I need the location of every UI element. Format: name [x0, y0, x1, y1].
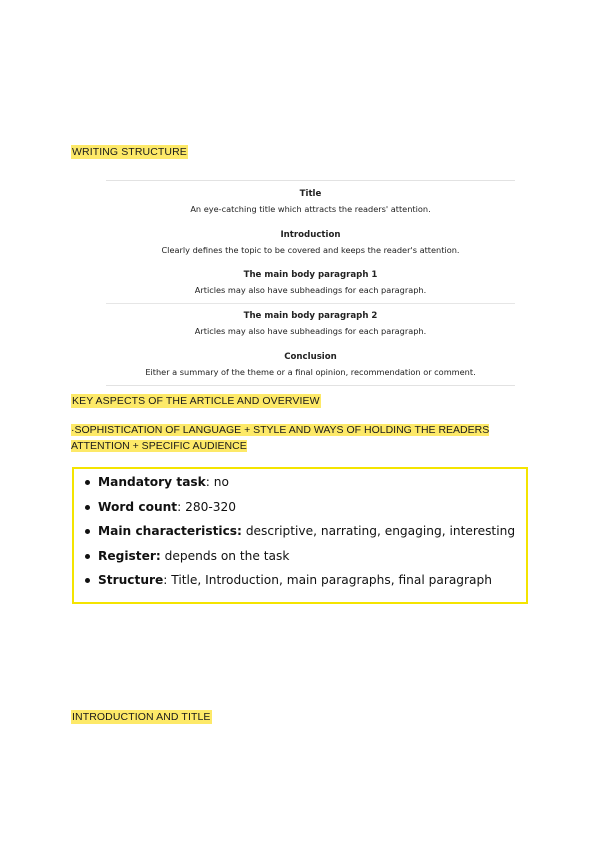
introduction-title-heading	[71, 711, 212, 723]
list-item	[98, 569, 526, 594]
key-point-separator: :	[177, 499, 186, 514]
sophistication-note	[71, 422, 521, 454]
key-point-value: depends on the task	[164, 548, 290, 563]
key-point-value: 280-320	[185, 499, 237, 514]
introduction-title-heading-text: INTRODUCTION AND TITLE	[72, 711, 211, 723]
key-aspects-heading	[71, 395, 321, 407]
writing-structure-heading	[71, 146, 188, 158]
structure-item-introduction	[106, 230, 515, 255]
structure-item-heading: Introduction	[280, 230, 341, 240]
key-point-value: no	[213, 475, 229, 489]
key-point-label: Word count	[98, 499, 178, 514]
structure-item-description: Articles may also have subheadings for each paragraph.	[194, 285, 427, 295]
writing-structure-table	[106, 180, 515, 386]
structure-item-description: An eye-catching title which attracts the readers' attention.	[190, 204, 431, 214]
list-item	[98, 545, 526, 570]
structure-item-description: Either a summary of the theme or a final opinion, recommendation or comment.	[145, 367, 476, 377]
key-aspects-heading-text: KEY ASPECTS OF THE ARTICLE AND OVERVIEW	[72, 395, 320, 407]
structure-item-main-body-1	[106, 270, 515, 295]
key-points-list	[74, 471, 526, 594]
structure-item-description: Articles may also have subheadings for each paragraph.	[194, 326, 427, 336]
structure-item-heading: Conclusion	[284, 352, 337, 362]
list-item	[98, 471, 526, 496]
structure-item-main-body-2	[106, 311, 515, 336]
key-point-label: Main characteristics:	[98, 524, 242, 538]
sophistication-note-text: ·SOPHISTICATION OF LANGUAGE + STYLE AND WAYS OF HOLDING THE READERS ATTENTION + SPECIFIC AUDIENCE	[71, 424, 490, 452]
key-point-value: descriptive, narrating, engaging, interesting	[245, 524, 516, 538]
list-item	[98, 520, 526, 545]
list-item	[98, 496, 526, 521]
key-point-separator: :	[205, 475, 214, 489]
key-points-box	[72, 467, 528, 604]
structure-item-heading: The main body paragraph 1	[243, 270, 378, 280]
writing-structure-heading-text: WRITING STRUCTURE	[72, 146, 187, 158]
key-point-label: Register:	[98, 548, 161, 563]
key-point-label: Structure	[98, 573, 164, 587]
key-point-label: Mandatory task	[98, 475, 206, 489]
structure-item-description: Clearly defines the topic to be covered and keeps the reader's attention.	[161, 245, 460, 255]
structure-item-heading: The main body paragraph 2	[243, 311, 378, 321]
structure-item-conclusion	[106, 352, 515, 377]
structure-divider	[106, 303, 515, 304]
key-point-separator: :	[163, 573, 172, 587]
structure-item-heading: Title	[299, 189, 322, 199]
key-point-value: Title, Introduction, main paragraphs, final paragraph	[171, 573, 492, 587]
structure-item-title	[106, 189, 515, 214]
